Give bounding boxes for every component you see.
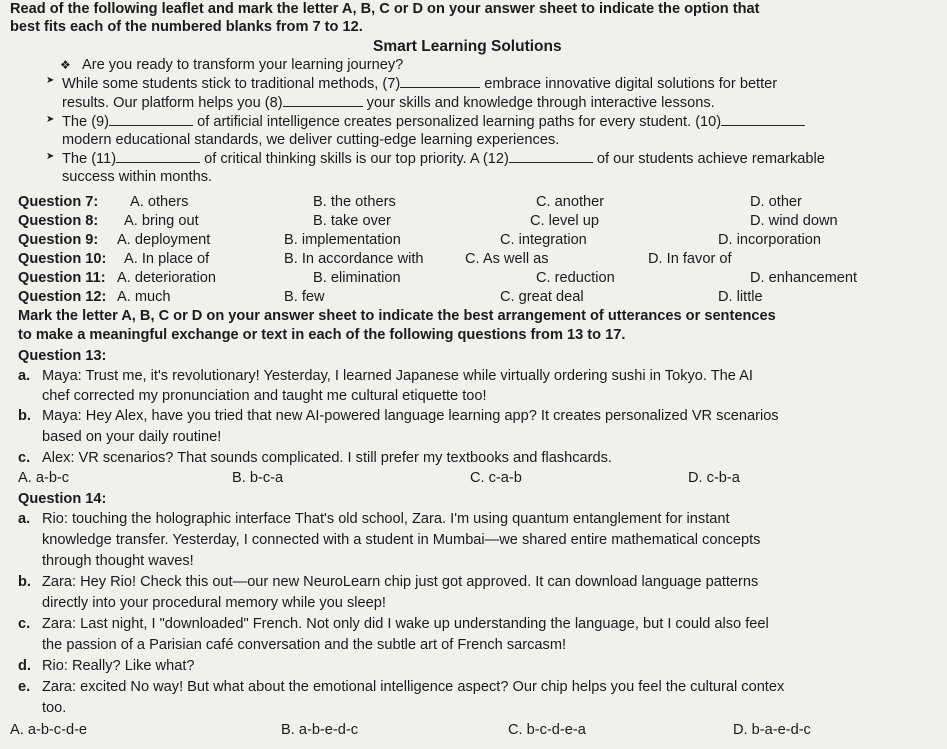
arrow-bullet-icon: ➤	[46, 151, 55, 162]
question-9-option-a[interactable]: A. deployment	[117, 232, 211, 248]
diamond-bullet-icon: ❖	[60, 58, 71, 72]
question-13-label: Question 13:	[18, 348, 107, 364]
p3-part-b: of critical thinking skills is our top priority. A (12)	[204, 151, 509, 167]
q13-utterance-a-line-1: Maya: Trust me, it's revolutionary! Yesterday, I learned Japanese while virtually ordering sushi in Tokyo. The AI	[42, 368, 753, 384]
question-10-option-a[interactable]: A. In place of	[124, 251, 210, 267]
question-12-option-d[interactable]: D. little	[718, 289, 763, 305]
q14-utterance-c-line-1: Zara: Last night, I "downloaded" French. Not only did I wake up understanding the language, but I could also feel	[42, 616, 769, 632]
q13-marker-c: c.	[18, 450, 31, 466]
question-8-option-c[interactable]: C. level up	[530, 213, 599, 229]
q13-option-c[interactable]: C. c-a-b	[470, 470, 522, 486]
q13-utterance-c-line-1: Alex: VR scenarios? That sounds complicated. I still prefer my textbooks and flashcards.	[42, 450, 612, 466]
q14-utterance-a-line-1: Rio: touching the holographic interface That's old school, Zara. I'm using quantum entanglement for instant	[42, 511, 730, 527]
q14-option-d[interactable]: D. b-a-e-d-c	[733, 722, 811, 738]
p3-part-a: The (11)	[62, 151, 117, 167]
instructions-2-line-2: to make a meaningful exchange or text in each of the following questions from 13 to 17.	[18, 327, 626, 343]
p1-part-b: embrace innovative digital solutions for better	[484, 76, 778, 92]
question-11-option-c[interactable]: C. reduction	[536, 270, 615, 286]
q13-option-d[interactable]: D. c-b-a	[688, 470, 740, 486]
leaflet-title: Smart Learning Solutions	[373, 38, 562, 55]
q14-option-c[interactable]: C. b-c-d-e-a	[508, 722, 586, 738]
p2-part-b: of artificial intelligence creates personalized learning paths for every student. (10)	[197, 114, 722, 130]
question-11-label: Question 11:	[18, 270, 106, 286]
leaflet-paragraph-2-line-2: modern educational standards, we deliver cutting-edge learning experiences.	[62, 132, 560, 148]
question-7-option-a[interactable]: A. others	[130, 194, 189, 210]
question-7-label: Question 7:	[18, 194, 99, 210]
blank-8	[283, 93, 363, 107]
question-10-option-c[interactable]: C. As well as	[465, 251, 549, 267]
question-7-option-c[interactable]: C. another	[536, 194, 605, 210]
blank-7	[400, 74, 480, 88]
question-12-option-c[interactable]: C. great deal	[500, 289, 584, 305]
q14-utterance-d-line-1: Rio: Really? Like what?	[42, 658, 195, 674]
instructions-line-2: best fits each of the numbered blanks from 7 to 12.	[10, 19, 363, 35]
q14-option-a[interactable]: A. a-b-c-d-e	[10, 722, 88, 738]
question-12-option-a[interactable]: A. much	[117, 289, 171, 305]
arrow-bullet-icon: ➤	[46, 75, 55, 86]
q14-option-b[interactable]: B. a-b-e-d-c	[281, 722, 359, 738]
q13-option-b[interactable]: B. b-c-a	[232, 470, 284, 486]
instructions-line-1: Read of the following leaflet and mark the letter A, B, C or D on your answer sheet to indicate the option that	[10, 1, 760, 17]
q14-utterance-b-line-2: directly into your procedural memory while you sleep!	[42, 595, 386, 611]
question-8-option-d[interactable]: D. wind down	[750, 213, 838, 229]
blank-11	[116, 149, 200, 163]
leaflet-intro: Are you ready to transform your learning journey?	[82, 57, 404, 73]
blank-10	[721, 112, 805, 126]
instructions-2-line-1: Mark the letter A, B, C or D on your answer sheet to indicate the best arrangement of utterances or sentences	[18, 308, 776, 324]
question-9-option-d[interactable]: D. incorporation	[718, 232, 822, 248]
q14-marker-c: c.	[18, 616, 31, 632]
question-7-option-d[interactable]: D. other	[750, 194, 802, 210]
blank-9	[109, 112, 193, 126]
q14-utterance-c-line-2: the passion of a Parisian café conversation and the subtle art of French sarcasm!	[42, 637, 567, 653]
question-7-option-b[interactable]: B. the others	[313, 194, 396, 210]
question-9-label: Question 9:	[18, 232, 99, 248]
q13-utterance-b-line-1: Maya: Hey Alex, have you tried that new AI-powered language learning app? It creates personalized VR scenarios	[42, 408, 779, 424]
question-8-option-a[interactable]: A. bring out	[124, 213, 199, 229]
question-14-label: Question 14:	[18, 491, 107, 507]
blank-12	[509, 149, 593, 163]
question-11-option-d[interactable]: D. enhancement	[750, 270, 858, 286]
q13-utterance-b-line-2: based on your daily routine!	[42, 429, 222, 445]
question-12-label: Question 12:	[18, 289, 107, 305]
question-8-option-b[interactable]: B. take over	[313, 213, 391, 229]
arrow-bullet-icon: ➤	[46, 114, 55, 125]
question-9-option-c[interactable]: C. integration	[500, 232, 587, 248]
question-10-label: Question 10:	[18, 251, 107, 267]
question-9-option-b[interactable]: B. implementation	[284, 232, 401, 248]
question-11-option-a[interactable]: A. deterioration	[117, 270, 216, 286]
question-10-option-b[interactable]: B. In accordance with	[284, 251, 424, 267]
p1-part-c: results. Our platform helps you (8)	[62, 95, 283, 111]
q14-marker-b: b.	[18, 574, 31, 590]
q14-utterance-e-line-2: too.	[42, 700, 67, 716]
q14-marker-e: e.	[18, 679, 31, 695]
p1-part-d: your skills and knowledge through interactive lessons.	[366, 95, 715, 111]
leaflet-paragraph-1-line-2	[62, 93, 715, 112]
q14-marker-a: a.	[18, 511, 31, 527]
q14-utterance-a-line-3: through thought waves!	[42, 553, 194, 569]
q14-utterance-e-line-1: Zara: excited No way! But what about the emotional intelligence aspect? Our chip helps you feel the cultural contex	[42, 679, 785, 695]
leaflet-paragraph-2-line-1	[62, 112, 805, 131]
q14-marker-d: d.	[18, 658, 31, 674]
question-12-option-b[interactable]: B. few	[284, 289, 325, 305]
leaflet-paragraph-1-line-1	[62, 74, 777, 93]
p1-part-a: While some students stick to traditional methods, (7)	[62, 76, 401, 92]
q14-utterance-a-line-2: knowledge transfer. Yesterday, I connected with a student in Mumbai—we shared entire mathematical concepts	[42, 532, 761, 548]
q13-marker-a: a.	[18, 368, 31, 384]
leaflet-paragraph-3-line-1	[62, 149, 825, 168]
question-10-option-d[interactable]: D. In favor of	[648, 251, 732, 267]
leaflet-paragraph-3-line-2: success within months.	[62, 169, 213, 185]
question-8-label: Question 8:	[18, 213, 99, 229]
q13-utterance-a-line-2: chef corrected my pronunciation and taught me cultural etiquette too!	[42, 388, 487, 404]
q13-marker-b: b.	[18, 408, 31, 424]
p3-part-c: of our students achieve remarkable	[596, 151, 825, 167]
q13-option-a[interactable]: A. a-b-c	[18, 470, 70, 486]
question-11-option-b[interactable]: B. elimination	[313, 270, 401, 286]
p2-part-a: The (9)	[62, 114, 110, 130]
q14-utterance-b-line-1: Zara: Hey Rio! Check this out—our new NeuroLearn chip just got approved. It can download language patterns	[42, 574, 759, 590]
